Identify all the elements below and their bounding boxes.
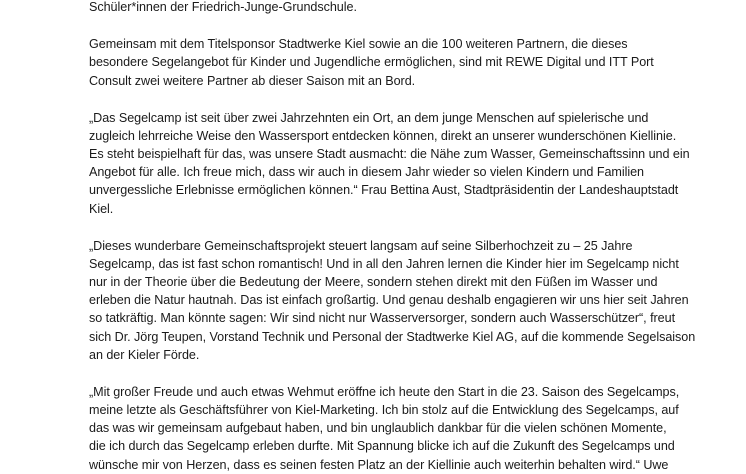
paragraph-3-line-5: sich Dr. Jörg Teupen, Vorstand Technik und Personal der Stadtwerke Kiel AG, auf die kommende Segelsaison	[89, 329, 696, 344]
paragraph-1-line-2: Consult zwei weitere Partner ab dieser Saison mit an Bord.	[89, 73, 416, 88]
paragraph-2-line-4: unvergessliche Erlebnisse ermöglichen können.“ Frau Bettina Aust, Stadtpräsidentin der Landeshauptstadt	[89, 183, 679, 198]
paragraph-3-line-2: nur in der Theorie über die Bedeutung der Meere, sondern stehen direkt mit den Füßen im Wasser und	[89, 275, 658, 289]
paragraph-1-line-1: besondere Segelangebot für Kinder und Jugendliche ermöglichen, sind mit REWE Digital und ITT Port	[89, 55, 654, 70]
paragraph-4-line-3: die ich durch das Segelcamp erleben durfte. Mit Spannung blicke ich auf die Zukunft des Segelcamps und	[89, 439, 675, 454]
paragraph-4-line-0: „Mit großer Freude und auch etwas Wehmut eröffne ich heute den Start in die 23. Saison des Segelcamps,	[89, 384, 680, 399]
paragraph-4-line-4: wünsche mir von Herzen, dass es seinen festen Platz an der Kiellinie auch weiterhin behalten wird.“ Uwe	[89, 457, 669, 472]
paragraph-2-line-3: Angebot für alle. Ich freue mich, dass wir auch in diesem Jahr wieder so vielen Kindern und Familien	[89, 165, 645, 180]
paragraph-1-line-0: Gemeinsam mit dem Titelsponsor Stadtwerke Kiel sowie an die 100 weiteren Partnern, die dieses	[89, 37, 628, 52]
paragraph-3-line-4: so tatkräftig. Man könnte sagen: Wir sind nicht nur Wasserversorger, sondern auch Wasserschützer“, freut	[89, 311, 676, 326]
paragraph-3-line-1: Segelcamp, das ist fast schon romantisch! Und in all den Jahren lernen die Kinder hier im Segelcamp nicht	[89, 256, 679, 271]
paragraph-3-line-0: „Dieses wunderbare Gemeinschaftsprojekt steuert langsam auf seine Silberhochzeit zu – 25 Jahre	[89, 238, 633, 253]
paragraph-2-line-2: Es steht beispielhaft für das, was unsere Stadt ausmacht: die Nähe zum Wasser, Gemeinschaftssinn und ein	[89, 147, 690, 161]
paragraph-2-line-5: Kiel.	[89, 201, 114, 216]
paragraph-2-line-0: „Das Segelcamp ist seit über zwei Jahrzehnten ein Ort, an dem junge Menschen auf spielerische und	[89, 110, 649, 125]
paragraph-3-line-6: an der Kieler Förde.	[89, 347, 200, 362]
paragraph-4-line-2: das was wir gemeinsam aufgebaut haben, und bin unglaublich dankbar für die vielen schönen Momente,	[89, 421, 667, 436]
paragraph-2-line-1: zugleich lehrreiche Weise den Wassersport entdecken können, direkt an unserer wunderschönen Kiellinie.	[89, 128, 677, 143]
paragraph-4-line-1: meine letzte als Geschäftsführer von Kiel-Marketing. Ich bin stolz auf die Entwicklung des Segelcamps, auf	[89, 403, 679, 417]
paragraph-0-line-1: Schüler*innen der Friedrich-Junge-Grundschule.	[89, 0, 357, 15]
paragraph-3-line-3: erleben die Natur hautnah. Das ist einfach großartig. Und genau deshalb engagieren wir uns hier seit Jahren	[89, 293, 689, 308]
